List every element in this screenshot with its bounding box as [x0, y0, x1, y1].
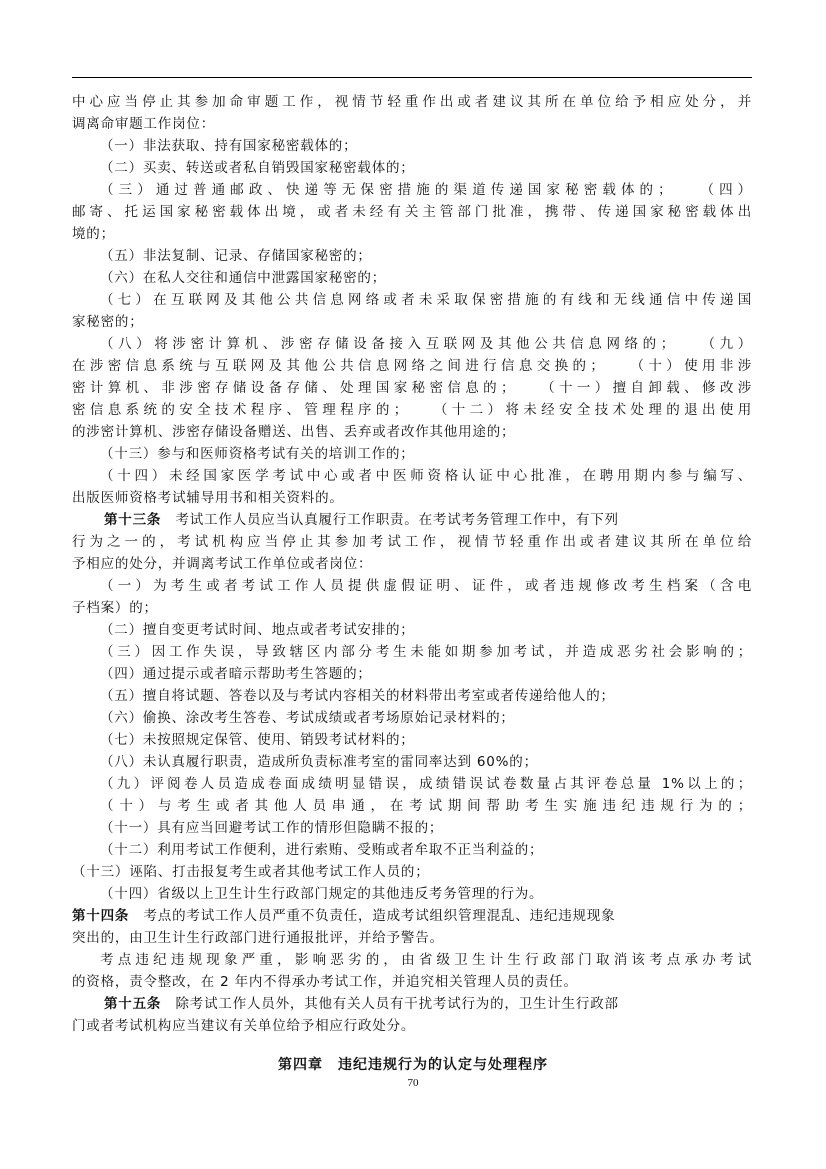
text-line: （五）非法复制、记录、存储国家秘密的；	[100, 248, 372, 264]
text-line: （五）擅自将试题、答卷以及与考试内容相关的材料带出考室或者传递给他人的；	[100, 688, 615, 704]
text-line: （七）未按照规定保管、使用、销毁考试材料的；	[100, 732, 415, 748]
text-line: 家秘密的；	[72, 314, 144, 330]
text-line: （九）评阅卷人员造成卷面成绩明显错误，成绩错误试卷数量占其评卷总量 1%以上的；	[100, 776, 752, 792]
article-13-line	[104, 509, 752, 531]
text-line: 子档案）的；	[72, 600, 158, 616]
text-line: 门或者考试机构应当建议有关单位给予相应行政处分。	[72, 1018, 416, 1034]
article-14-line	[72, 905, 752, 927]
text-line: 中心应当停止其参加命审题工作，视情节轻重作出或者建议其所在单位给予相应处分，并	[72, 94, 752, 110]
article-14-heading: 第十四条	[72, 908, 130, 924]
text-line: 考点的考试工作人员严重不负责任，造成考试组织管理混乱、违纪违规现象	[129, 908, 616, 924]
text-line: （十四）省级以上卫生计生行政部门规定的其他违反考务管理的行为。	[100, 886, 544, 902]
chapter-title: 第四章 违纪违规行为的认定与处理程序	[278, 1057, 548, 1073]
text-line: （十一）具有应当回避考试工作的情形但隐瞒不报的；	[100, 820, 444, 836]
text-line: 邮寄、托运国家秘密载体出境，或者未经有关主管部门批准，携带、传递国家秘密载体出	[72, 204, 752, 220]
article-13-heading: 第十三条	[104, 512, 162, 528]
text-line: 予相应的处分，并调离考试工作单位或者岗位：	[72, 556, 373, 572]
text-line: （二）买卖、转送或者私自销毁国家秘密载体的；	[100, 160, 415, 176]
text-line: 行为之一的，考试机构应当停止其参加考试工作，视情节轻重作出或者建议其所在单位给	[72, 534, 752, 550]
text-line: （四）通过提示或者暗示帮助考生答题的；	[100, 666, 372, 682]
text-line: （一）非法获取、持有国家秘密载体的；	[100, 138, 358, 154]
article-15-heading: 第十五条	[104, 996, 162, 1012]
text-line: （八）将涉密计算机、涉密存储设备接入互联网及其他公共信息网络的； （九）	[100, 336, 752, 352]
text-line: 在涉密信息系统与互联网及其他公共信息网络之间进行信息交换的； （十）使用非涉	[72, 358, 752, 374]
text-line: （七）在互联网及其他公共信息网络或者未采取保密措施的有线和无线通信中传递国	[100, 292, 752, 308]
header-rule	[72, 77, 752, 78]
text-line: 除考试工作人员外，其他有关人员有干扰考试行为的，卫生计生行政部	[161, 996, 619, 1012]
text-line: （二）擅自变更考试时间、地点或者考试安排的；	[100, 622, 415, 638]
text-line: （三）因工作失误，导致辖区内部分考生未能如期参加考试，并造成恶劣社会影响的；	[100, 644, 752, 660]
text-line: （八）未认真履行职责，造成所负责标准考室的雷同率达到 60%的；	[100, 754, 538, 770]
text-line: 密信息系统的安全技术程序、管理程序的； （十二）将未经安全技术处理的退出使用	[72, 402, 752, 418]
text-line: 的涉密计算机、涉密存储设备赠送、出售、丢弃或者改作其他用途的；	[72, 424, 516, 440]
text-line: 考点违纪违规现象严重，影响恶劣的，由省级卫生计生行政部门取消该考点承办考试	[100, 952, 752, 968]
text-line: （十四）未经国家医学考试中心或者中医师资格认证中心批准，在聘用期内参与编写、	[100, 468, 752, 484]
text-line: 的资格，责令整改，在 2 年内不得承办考试工作，并追究相关管理人员的责任。	[72, 974, 578, 990]
text-line: （三）通过普通邮政、快递等无保密措施的渠道传递国家秘密载体的； （四）	[100, 182, 752, 198]
text-line: （六）在私人交往和通信中泄露国家秘密的；	[100, 270, 386, 286]
text-line: （十）与考生或者其他人员串通，在考试期间帮助考生实施违纪违规行为的；	[100, 798, 752, 814]
text-line: 密计算机、非涉密存储设备存储、处理国家秘密信息的； （十一）擅自卸载、修改涉	[72, 380, 752, 396]
text-line: （六）偷换、涂改考生答卷、考试成绩或者考场原始记录材料的；	[100, 710, 515, 726]
article-15-line	[104, 993, 752, 1015]
text-line: （十二）利用考试工作便利，进行索贿、受贿或者牟取不正当利益的；	[100, 842, 544, 858]
text-line: （十三）诬陷、打击报复考生或者其他考试工作人员的；	[72, 864, 430, 880]
text-line: 境的；	[72, 226, 115, 242]
page-number: 70	[407, 1077, 419, 1089]
text-line: 考试工作人员应当认真履行工作职责。在考试考务管理工作中，有下列	[161, 512, 619, 528]
text-line: 调离命审题工作岗位：	[72, 116, 215, 132]
text-line: （一）为考生或者考试工作人员提供虚假证明、证件，或者违规修改考生档案（含电	[100, 578, 752, 594]
text-line: 出版医师资格考试辅导用书和相关资料的。	[72, 490, 344, 506]
text-line: （十三）参与和医师资格考试有关的培训工作的；	[100, 446, 415, 462]
text-line: 突出的，由卫生计生行政部门进行通报批评，并给予警告。	[72, 930, 444, 946]
